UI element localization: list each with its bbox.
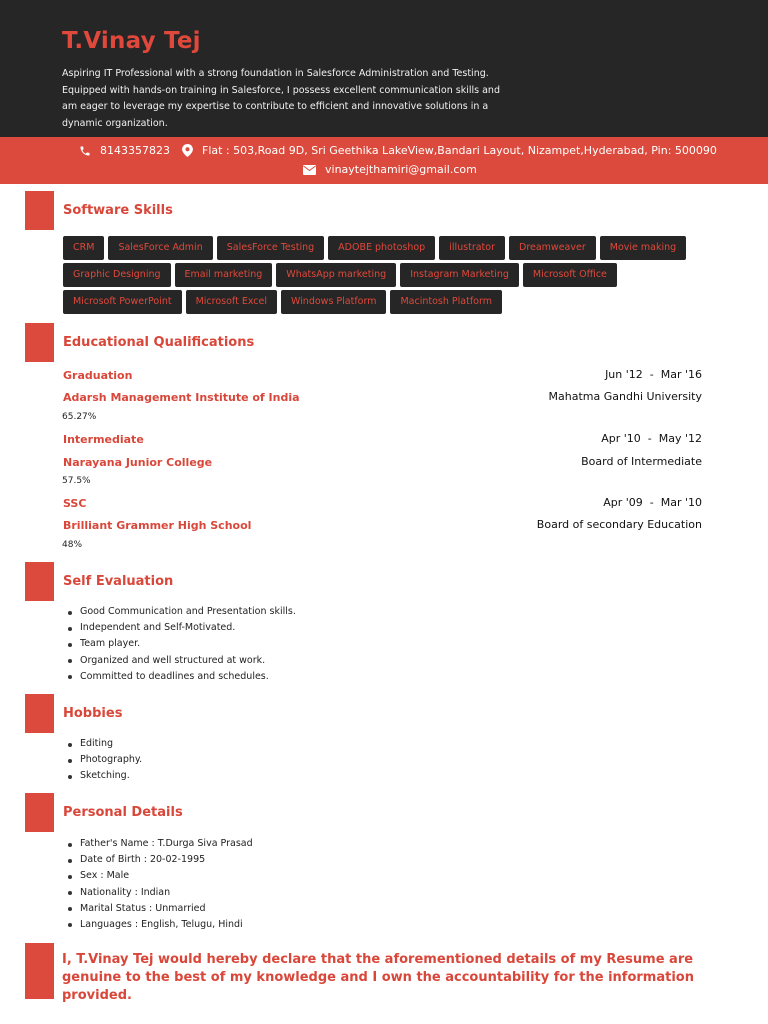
- resume-header: [0, 0, 768, 137]
- contact-bar: [0, 137, 768, 184]
- phone-icon: [79, 145, 91, 157]
- skill-tag: Instagram Marketing: [400, 263, 519, 287]
- education-institute: Brilliant Grammer High School: [63, 519, 252, 532]
- skill-tag: Windows Platform: [281, 290, 387, 314]
- section-marker: [25, 943, 54, 999]
- education-degree: Graduation: [63, 369, 133, 382]
- candidate-name: T.Vinay Tej: [62, 28, 201, 54]
- contact-email[interactable]: [303, 163, 477, 176]
- section-marker: [25, 793, 54, 832]
- education-score: 65.27%: [62, 412, 97, 422]
- declaration-text: I, T.Vinay Tej would hereby declare that the aforementioned details of my Resume are genuine to the best of my knowledge and I own the accountability for the information provided.: [62, 952, 694, 1003]
- envelope-icon: [303, 165, 316, 175]
- education-degree: Intermediate: [63, 433, 144, 446]
- education-institute: Narayana Junior College: [63, 456, 213, 469]
- personal-details-list: [66, 836, 253, 933]
- section-title-hobbies: Hobbies: [63, 706, 123, 721]
- list-item: Team player.: [66, 636, 296, 652]
- section-title-skills: Software Skills: [63, 203, 173, 218]
- education-board: Mahatma Gandhi University: [548, 390, 702, 403]
- email-address: vinaytejthamiri@gmail.com: [325, 163, 477, 176]
- list-item: Committed to deadlines and schedules.: [66, 669, 296, 685]
- skill-tag: Email marketing: [175, 263, 273, 287]
- skill-tag: SalesForce Admin: [108, 236, 212, 260]
- list-item: Organized and well structured at work.: [66, 653, 296, 669]
- hobbies-list: [66, 736, 142, 785]
- education-score: 48%: [62, 540, 83, 550]
- list-item: Father's Name : T.Durga Siva Prasad: [66, 836, 253, 852]
- list-item: Good Communication and Presentation skills.: [66, 604, 296, 620]
- skill-row: [63, 290, 703, 314]
- contact-phone[interactable]: [79, 144, 170, 157]
- list-item: Marital Status : Unmarried: [66, 901, 253, 917]
- section-title-education: Educational Qualifications: [63, 335, 255, 350]
- skill-tag: illustrator: [439, 236, 505, 260]
- skill-tag: ADOBE photoshop: [328, 236, 435, 260]
- list-item: Editing: [66, 736, 142, 752]
- skill-tag: Movie making: [600, 236, 686, 260]
- list-item: Nationality : Indian: [66, 885, 253, 901]
- list-item: Date of Birth : 20-02-1995: [66, 852, 253, 868]
- phone-number: 8143357823: [100, 144, 170, 157]
- map-pin-icon: [182, 144, 193, 157]
- skill-tag: CRM: [63, 236, 104, 260]
- section-marker: [25, 562, 54, 601]
- list-item: Languages : English, Telugu, Hindi: [66, 917, 253, 933]
- education-dates: Apr '10 - May '12: [601, 432, 702, 445]
- education-board: Board of secondary Education: [536, 518, 702, 531]
- skill-tag: Microsoft Office: [523, 263, 617, 287]
- education-dates: Apr '09 - Mar '10: [603, 496, 702, 509]
- list-item: Sketching.: [66, 768, 142, 784]
- skill-tag: Graphic Designing: [63, 263, 171, 287]
- skill-tag: Microsoft PowerPoint: [63, 290, 182, 314]
- skill-row: [63, 263, 703, 287]
- address-text: Flat : 503,Road 9D, Sri Geethika LakeView,Bandari Layout, Nizampet,Hyderabad, Pin: 500090: [202, 144, 717, 157]
- skills-list: [63, 236, 703, 317]
- section-marker: [25, 694, 54, 733]
- education-institute: Adarsh Management Institute of India: [63, 391, 300, 404]
- section-title-personal: Personal Details: [63, 805, 183, 820]
- education-dates: Jun '12 - Mar '16: [605, 368, 702, 381]
- self-evaluation-list: [66, 604, 296, 685]
- education-score: 57.5%: [62, 476, 91, 486]
- skill-row: [63, 236, 703, 260]
- skill-tag: WhatsApp marketing: [276, 263, 396, 287]
- contact-address: [182, 144, 717, 157]
- skill-tag: Macintosh Platform: [390, 290, 502, 314]
- skill-tag: SalesForce Testing: [217, 236, 324, 260]
- section-marker: [25, 323, 54, 362]
- list-item: Photography.: [66, 752, 142, 768]
- section-title-self-evaluation: Self Evaluation: [63, 574, 174, 589]
- list-item: Independent and Self-Motivated.: [66, 620, 296, 636]
- profile-summary: Aspiring IT Professional with a strong foundation in Salesforce Administration and Testing. Equipped with hands-on training in Salesforce, I possess excellent communication skills and am eager to leverage my expertise to contribute to efficient and innovative solutions in a dynamic organization.: [62, 68, 500, 129]
- section-marker: [25, 191, 54, 230]
- education-board: Board of Intermediate: [581, 455, 702, 468]
- list-item: Sex : Male: [66, 868, 253, 884]
- skill-tag: Microsoft Excel: [186, 290, 277, 314]
- education-degree: SSC: [63, 497, 87, 510]
- skill-tag: Dreamweaver: [509, 236, 596, 260]
